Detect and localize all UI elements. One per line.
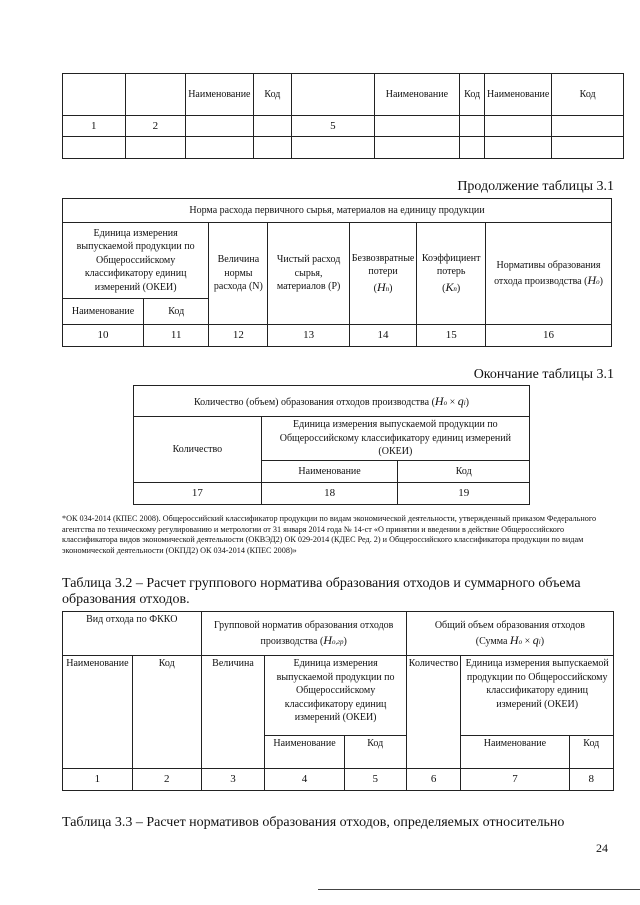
top-table xyxy=(62,73,624,159)
ending-table xyxy=(133,385,530,505)
column-number xyxy=(460,116,485,137)
unit-code-header: Код xyxy=(144,299,209,325)
column-number: 12 xyxy=(209,325,268,347)
table-3-3-caption: Таблица 3.3 – Расчет нормативов образования отходов, определяемых относительно xyxy=(62,815,565,830)
empty-cell xyxy=(63,137,126,159)
waste-amount-header: Количество (объем) образования отходов производства (Но × qi) xyxy=(134,386,530,417)
footnote: *ОК 034-2014 (КПЕС 2008). Общероссийский классификатор продукции по видам экономической деятельности, утвержденный приказом Федерального агентства по техническому регулированию и метрологии от 31 января 2014 года № 14-ст «О принятии и введении в действие Общероссийского классификатора видов экономической деятельности (ОКВЭД2) ОК 029-2014 (КДЕС Ред. 2) и Общероссийского классификатора продукции по видам экономической деятельности (ОКПД2) ОК 034-2014 (КПЕС 2008)» xyxy=(62,514,597,555)
top-header-cell xyxy=(125,74,186,116)
column-number: 14 xyxy=(349,325,417,347)
total-unit-code-header: Код xyxy=(569,736,613,769)
unit-name-header: Наименование xyxy=(63,299,144,325)
empty-cell xyxy=(125,137,186,159)
net-consumption-header: Чистый расход сырья, материалов (Р) xyxy=(268,223,349,325)
top-header-cell xyxy=(292,74,374,116)
losses-header: Безвозвратные потери (Нп) xyxy=(349,223,417,325)
column-number: 10 xyxy=(63,325,144,347)
column-number: 1 xyxy=(63,769,133,791)
top-header-cell: Код xyxy=(460,74,485,116)
waste-norm-header: Нормативы образования отхода производства (Но) xyxy=(486,223,612,325)
empty-cell xyxy=(485,137,552,159)
column-number: 16 xyxy=(486,325,612,347)
fkko-type-header: Вид отхода по ФККО xyxy=(63,612,202,656)
column-number: 7 xyxy=(461,769,569,791)
unit-code-header: Код xyxy=(398,461,530,483)
column-number: 4 xyxy=(265,769,344,791)
loss-coefficient-header: Коэффициент потерь (Кп) xyxy=(417,223,486,325)
empty-cell xyxy=(292,137,374,159)
group-norm-header: Групповой норматив образования отходов производства (Но,гр) xyxy=(201,612,406,656)
column-number xyxy=(253,116,292,137)
ending-title: Окончание таблицы 3.1 xyxy=(473,367,614,382)
page-number: 24 xyxy=(596,841,608,855)
empty-cell xyxy=(186,137,253,159)
top-header-cell: Код xyxy=(552,74,624,116)
quantity-header: Количество xyxy=(406,656,461,769)
table-3-2 xyxy=(62,611,614,791)
column-number: 19 xyxy=(398,483,530,505)
bottom-rule xyxy=(318,889,640,890)
column-number: 15 xyxy=(417,325,486,347)
column-number xyxy=(374,116,460,137)
top-header-cell xyxy=(63,74,126,116)
column-number: 1 xyxy=(63,116,126,137)
unit-header: Единица измерения выпускаемой продукции по Общероссийскому классификатору единиц измерений (ОКЕИ) xyxy=(63,223,209,299)
column-number: 5 xyxy=(292,116,374,137)
total-volume-header: Общий объем образования отходов (Сумма Но × qi) xyxy=(406,612,613,656)
column-number: 11 xyxy=(144,325,209,347)
column-number: 2 xyxy=(132,769,201,791)
top-header-cell: Наименование xyxy=(485,74,552,116)
total-unit-name-header: Наименование xyxy=(461,736,569,769)
empty-cell xyxy=(374,137,460,159)
unit-header: Единица измерения выпускаемой продукции по Общероссийскому классификатору единиц измерений (ОКЕИ) xyxy=(261,417,529,461)
column-number: 18 xyxy=(261,483,398,505)
column-number: 5 xyxy=(344,769,406,791)
empty-cell xyxy=(253,137,292,159)
empty-cell xyxy=(460,137,485,159)
continuation-table xyxy=(62,198,612,347)
column-number: 6 xyxy=(406,769,461,791)
value-header: Величина xyxy=(201,656,265,769)
norm-group-header: Норма расхода первичного сырья, материалов на единицу продукции xyxy=(63,199,612,223)
column-number xyxy=(485,116,552,137)
total-unit-header: Единица измерения выпускаемой продукции по Общероссийскому классификатору единиц измерений (ОКЕИ) xyxy=(461,656,614,736)
top-header-cell: Код xyxy=(253,74,292,116)
top-header-cell: Наименование xyxy=(186,74,253,116)
top-header-cell: Наименование xyxy=(374,74,460,116)
table-3-2-caption: Таблица 3.2 – Расчет группового норматива образования отходов и суммарного объема образования отходов. xyxy=(62,576,581,608)
group-unit-header: Единица измерения выпускаемой продукции по Общероссийскому классификатору единиц измерений (ОКЕИ) xyxy=(265,656,406,736)
norm-value-header: Величина нормы расхода (N) xyxy=(209,223,268,325)
fkko-name-header: Наименование xyxy=(63,656,133,769)
empty-cell xyxy=(552,137,624,159)
continuation-title: Продолжение таблицы 3.1 xyxy=(457,179,614,194)
group-unit-code-header: Код xyxy=(344,736,406,769)
column-number: 2 xyxy=(125,116,186,137)
column-number: 13 xyxy=(268,325,349,347)
column-number: 3 xyxy=(201,769,265,791)
column-number xyxy=(552,116,624,137)
quantity-header: Количество xyxy=(134,417,262,483)
column-number: 8 xyxy=(569,769,613,791)
group-unit-name-header: Наименование xyxy=(265,736,344,769)
column-number: 17 xyxy=(134,483,262,505)
column-number xyxy=(186,116,253,137)
unit-name-header: Наименование xyxy=(261,461,398,483)
fkko-code-header: Код xyxy=(132,656,201,769)
